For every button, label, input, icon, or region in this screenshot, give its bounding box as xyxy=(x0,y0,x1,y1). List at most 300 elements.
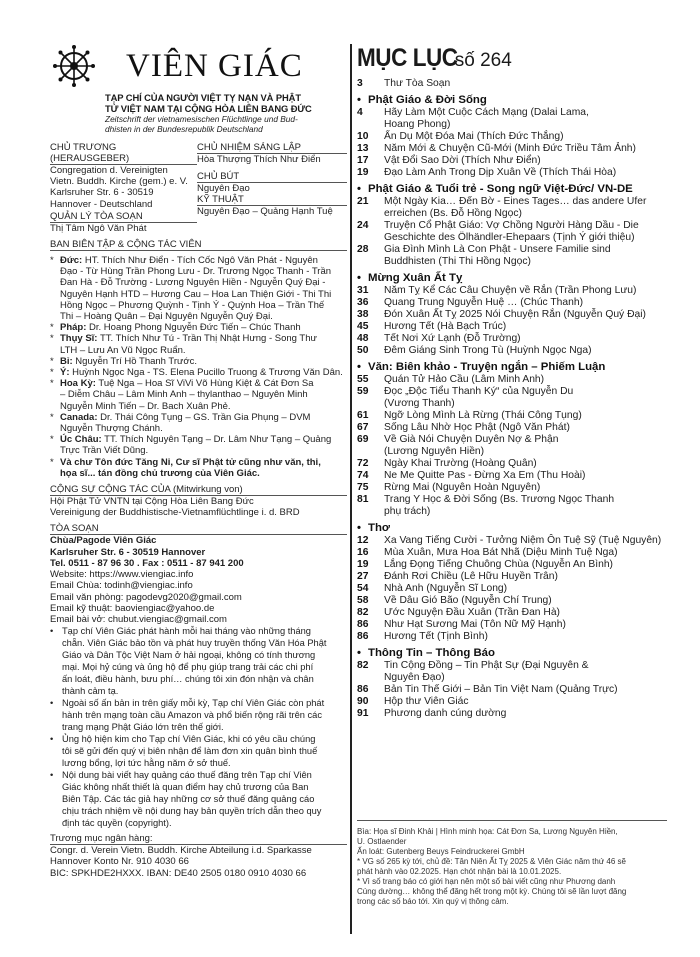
toc-item[interactable] xyxy=(357,684,667,696)
article-title: Hoang Phong) xyxy=(384,119,451,130)
article-title: Năm Mới & Chuyện Cũ-Mới (Minh Đức Triều Tâm Ảnh) xyxy=(384,143,636,154)
email-link[interactable]: Email kỹ thuật: baoviengiac@yahoo.de xyxy=(50,602,215,614)
publisher-heading: CHỦ TRƯƠNG (HERAUSGEBER) xyxy=(50,142,197,165)
page-number: 86 xyxy=(357,619,369,630)
section-title: Mừng Xuân Ất Tỵ xyxy=(368,272,463,284)
bullet-marker xyxy=(50,782,62,793)
email-link[interactable]: Email văn phòng: pagodevg2020@gmail.com xyxy=(50,591,242,603)
bullet-marker xyxy=(50,389,60,400)
note-text: Tạp chí Viên Giác phát hành mỗi hai tháng vào những tháng xyxy=(62,626,311,637)
board-country: Hoa Kỳ: xyxy=(60,378,96,390)
article-title: Nhà Anh (Nguyễn Sĩ Long) xyxy=(384,583,508,594)
bullet-marker: * xyxy=(50,367,54,379)
board-row xyxy=(50,255,347,266)
toc-item[interactable] xyxy=(357,619,667,631)
board-names: họa sĩ... tán đồng chủ trương của Viên Giác. xyxy=(60,467,260,479)
toc-item[interactable] xyxy=(357,143,667,155)
section-heading xyxy=(357,647,667,660)
bullet-marker: * xyxy=(50,255,54,267)
bullet-marker xyxy=(50,758,62,769)
article-title: Hương Tết (Tịnh Bình) xyxy=(384,631,488,642)
board-names: Dr. Thái Công Tụng – GS. Trần Gia Phụng – DVM xyxy=(97,411,311,423)
page-number: 13 xyxy=(357,143,369,154)
toc-item[interactable] xyxy=(357,506,667,518)
board-text xyxy=(60,468,260,479)
office-name: Chùa/Pagode Viên Giác xyxy=(50,535,157,547)
bullet-marker xyxy=(50,266,60,277)
article-title: Thư Tòa Soạn xyxy=(384,78,451,89)
article-title: Nguyên Đạo) xyxy=(384,672,445,683)
staff-block xyxy=(50,139,347,234)
bullet-marker xyxy=(50,300,60,311)
editorial-board-heading: BAN BIÊN TẬP & CỘNG TÁC VIÊN xyxy=(50,239,347,251)
board-row xyxy=(50,378,347,389)
technical-name: Nguyên Đạo – Quảng Hạnh Tuệ xyxy=(197,206,333,218)
tagline-german: Zeitschrift der vietnamesischen Flüchtlinge und Bud- xyxy=(105,114,298,124)
publisher-line: Vietn. Buddh. Kirche (gem.) e. V. xyxy=(50,176,188,188)
toc-item[interactable] xyxy=(357,631,667,643)
page-number: 58 xyxy=(357,595,369,606)
toc-item[interactable] xyxy=(357,607,667,619)
bank-line: BIC: SPKHDE2HXXX. IBAN: DE40 2505 0180 0910 4030 66 xyxy=(50,867,307,879)
toc-item[interactable] xyxy=(357,672,667,684)
toc-item[interactable] xyxy=(357,386,667,398)
bullet-marker: • xyxy=(50,734,54,745)
manager-name: Thị Tâm Ngô Văn Phát xyxy=(50,222,147,234)
section-title: Phật Giáo & Đời Sống xyxy=(368,94,487,106)
bullet-marker xyxy=(50,686,62,697)
board-row xyxy=(50,356,347,367)
toc-item[interactable] xyxy=(357,470,667,482)
board-names: TT. Thích Nguyên Tạng – Dr. Lâm Như Tạng – Quảng xyxy=(101,434,332,446)
article-title: Vật Đổi Sao Dời (Thích Như Điển) xyxy=(384,155,541,166)
note-line xyxy=(50,758,347,769)
bullet-marker: • xyxy=(357,522,361,534)
note-line xyxy=(50,722,347,733)
note-line xyxy=(50,818,347,829)
board-row xyxy=(50,322,347,333)
board-text xyxy=(60,389,308,400)
tagline-line: TỬ VIỆT NAM TẠI CỘNG HÒA LIÊN BANG ĐỨC xyxy=(105,103,312,114)
editorial-board xyxy=(50,255,347,479)
board-names: Đạo - Từ Hùng Trần Phong Lưu - Dr. Trương Ngọc Thanh - Trần xyxy=(60,266,332,278)
article-title: Quán Tử Hảo Cầu (Lâm Minh Anh) xyxy=(384,374,545,385)
toc-item[interactable] xyxy=(357,208,667,220)
toc-item[interactable] xyxy=(357,398,667,410)
article-title: Rừng Mai (Nguyên Hoàn Nguyên) xyxy=(384,482,541,493)
page-number xyxy=(357,119,384,131)
article-title: Đón Xuân Ất Tỵ 2025 Nói Chuyện Rắn (Nguyễn Quý Đại) xyxy=(384,309,646,320)
page-number: 21 xyxy=(357,196,369,207)
toc-item[interactable] xyxy=(357,422,667,434)
bullet-marker: • xyxy=(357,183,361,195)
note-text: mại. Mọi hỷ cúng và ủng hộ để phụ giúp trang trải các chi phí xyxy=(62,662,314,673)
footer-line: * Vì số trang báo có giới hạn nên một số bài viết cũng như Phương danh xyxy=(357,877,616,886)
toc-item[interactable] xyxy=(357,131,667,143)
board-row xyxy=(50,412,347,423)
bank-heading: Trương mục ngân hàng: xyxy=(50,833,347,845)
note-text: chẵn. Viên Giác bảo tồn và phát huy truyền thống Văn Hóa Phật xyxy=(62,638,327,649)
article-title: Mùa Xuân, Mưa Hoa Bát Nhã (Diệu Minh Tuệ Nga) xyxy=(384,547,618,558)
toc-item[interactable] xyxy=(357,78,667,90)
article-title: Truyện Cổ Phật Giáo: Vợ Chồng Người Hàng Dầu - Die xyxy=(384,220,639,231)
board-row xyxy=(50,300,347,311)
toc-item[interactable] xyxy=(357,446,667,458)
page-number xyxy=(357,446,384,458)
article-title: Hương Tết (Hà Bạch Trúc) xyxy=(384,321,507,332)
editor-heading: CHỦ BÚT xyxy=(197,171,347,183)
article-title: Ne Me Quitte Pas - Đừng Xa Em (Thu Hoài) xyxy=(384,470,586,481)
toc-item[interactable] xyxy=(357,660,667,672)
board-row xyxy=(50,434,347,445)
toc-item[interactable] xyxy=(357,232,667,244)
note-text: Nội dung bài viết hay quảng cáo thuế đăng trên Tạp chí Viên xyxy=(62,770,312,781)
bullet-marker xyxy=(50,401,60,412)
bullet-marker xyxy=(50,722,62,733)
board-row xyxy=(50,389,347,400)
toc-item[interactable] xyxy=(357,374,667,386)
toc-item[interactable] xyxy=(357,155,667,167)
toc-item[interactable] xyxy=(357,482,667,494)
article-title: Ẩn Dụ Một Đóa Mai (Thích Đức Thắng) xyxy=(384,131,564,142)
email-link[interactable]: Email bài vở: chubut.viengiac@gmail.com xyxy=(50,613,227,625)
page-number: 59 xyxy=(357,386,369,397)
toc-item[interactable] xyxy=(357,297,667,309)
bullet-marker xyxy=(50,674,62,685)
bullet-marker: • xyxy=(50,770,54,781)
note-line xyxy=(50,770,347,781)
bank-line: Hannover Konto Nr. 910 4030 66 xyxy=(50,856,189,868)
page-number: 69 xyxy=(357,434,369,445)
toc-item[interactable] xyxy=(357,547,667,559)
article-title: (Vương Thanh) xyxy=(384,398,455,409)
board-text xyxy=(60,322,301,333)
board-text xyxy=(60,434,331,445)
note-line xyxy=(50,638,347,649)
founder-name: Hòa Thượng Thích Như Điển xyxy=(197,154,321,165)
board-country: Pháp: xyxy=(60,322,87,334)
note-text: trang mạng Phật Giáo lớn trên thế giới. xyxy=(62,722,224,733)
toc-item[interactable] xyxy=(357,571,667,583)
note-text: Biên Tập. Các tác giả hay những cơ sở thuế đăng quảng cáo xyxy=(62,794,315,805)
board-country: Úc Châu: xyxy=(60,434,102,446)
tagline xyxy=(105,92,347,134)
page-number: 12 xyxy=(357,535,369,546)
board-text xyxy=(60,445,148,456)
office-phone: Tel. 0511 - 87 96 30 . Fax : 0511 - 87 941 200 xyxy=(50,557,244,569)
page-number: 48 xyxy=(357,333,369,344)
article-title: phụ trách) xyxy=(384,506,431,517)
board-text xyxy=(60,457,321,468)
toc-item[interactable] xyxy=(357,583,667,595)
bullet-marker: • xyxy=(357,94,361,106)
page-number: 4 xyxy=(357,107,363,118)
board-text xyxy=(60,356,197,367)
board-text xyxy=(60,401,231,412)
bullet-marker xyxy=(50,638,62,649)
article-title: Về Già Nói Chuyện Duyên Nợ & Phận xyxy=(384,434,559,445)
bullet-marker xyxy=(50,746,62,757)
bank-line: Congr. d. Verein Vietn. Buddh. Kirche Abteilung i.d. Sparkasse xyxy=(50,845,312,857)
page-number: 17 xyxy=(357,155,369,166)
toc-item[interactable] xyxy=(357,696,667,708)
footer-line: Ấn loát: Gutenberg Beuys Feindruckerei GmbH xyxy=(357,847,525,856)
board-text xyxy=(60,289,331,300)
section-title: Thông Tin – Thông Báo xyxy=(368,647,495,659)
note-text: ấn loát, điều hành, bưu phí… chúng tôi xin đón nhận và chân xyxy=(62,674,314,685)
board-country: Bỉ: xyxy=(60,355,73,367)
toc-title: MỤC LỤC xyxy=(357,44,458,72)
board-country: Ý: xyxy=(60,367,70,379)
note-line xyxy=(50,734,347,745)
board-row xyxy=(50,345,347,356)
board-text xyxy=(60,255,318,266)
note-line xyxy=(50,698,347,709)
toc-item[interactable] xyxy=(357,256,667,268)
section-title: Văn: Biên khảo - Truyện ngắn – Phiếm Luận xyxy=(368,361,606,373)
article-title: Phương danh cúng dường xyxy=(384,708,507,719)
note-text: Ngoài số ấn bản in trên giấy mỗi kỳ, Tạp chí Viên Giác còn phát xyxy=(62,698,325,709)
board-names: Dr. Hoang Phong Nguyễn Đức Tiến – Chúc Thanh xyxy=(86,322,301,334)
toc-item[interactable] xyxy=(357,458,667,470)
page-number: 82 xyxy=(357,660,369,671)
masthead-column xyxy=(50,44,347,914)
publisher-line: Congregation d. Vereinigten xyxy=(50,165,168,176)
section-heading xyxy=(357,361,667,374)
page-number: 19 xyxy=(357,167,369,178)
note-line xyxy=(50,650,347,661)
note-line xyxy=(50,710,347,721)
toc-item[interactable] xyxy=(357,309,667,321)
article-title: Buddhisten (Thi Thi Hồng Ngọc) xyxy=(384,256,531,267)
board-names: Huỳnh Ngọc Nga - TS. Elena Pucillo Truong & Trương Văn Dân. xyxy=(69,367,343,379)
note-line xyxy=(50,674,347,685)
board-text xyxy=(60,423,163,434)
bullet-marker xyxy=(50,423,60,434)
page-number: 81 xyxy=(357,494,369,505)
board-country: Đức: xyxy=(60,255,83,267)
bullet-marker: • xyxy=(357,647,361,659)
board-names: Đan Hà - Đỗ Trường - Lương Nguyên Hiền - Nguyễn Quý Đại - xyxy=(60,277,326,289)
page-number: 10 xyxy=(357,131,369,142)
footer-line: phát hành vào 02.2025. Hạn chót nhận bài là 10.01.2025. xyxy=(357,867,562,876)
section-title: Phật Giáo & Tuổi trẻ - Song ngữ Việt-Đức/ VN-DE xyxy=(368,183,633,195)
bullet-marker: * xyxy=(50,411,54,423)
toc-item[interactable] xyxy=(357,333,667,345)
board-names: TT. Thích Như Tú - Trần Thị Nhật Hưng - Song Thư xyxy=(97,333,317,345)
toc-item[interactable] xyxy=(357,410,667,422)
editor-name: Nguyên Đạo xyxy=(197,183,250,195)
article-title: Geschichte des Ölhändler-Ehepaars (Tịnh Ý giới thiệu) xyxy=(384,232,635,243)
note-line xyxy=(50,686,347,697)
footer-line: trong các số báo tới. Xin quý vị thông cảm. xyxy=(357,897,509,906)
note-text: lương bổng, lợi tức hằng năm ở sở thuế. xyxy=(62,758,231,769)
article-title: Ước Nguyện Đầu Xuân (Trần Đan Hà) xyxy=(384,607,560,618)
toc-item[interactable] xyxy=(357,708,667,720)
page-number: 50 xyxy=(357,345,369,356)
masthead-header xyxy=(50,44,347,88)
page-number: 19 xyxy=(357,559,369,570)
page-number xyxy=(357,398,384,410)
office-address: Karlsruher Str. 6 - 30519 Hannover xyxy=(50,546,206,558)
note-line xyxy=(50,662,347,673)
note-line xyxy=(50,806,347,817)
board-names: Và chư Tôn đức Tăng Ni, Cư sĩ Phật tử cũng như văn, thi, xyxy=(60,456,321,468)
page-number xyxy=(357,256,384,268)
toc-item[interactable] xyxy=(357,220,667,232)
board-names: Nguyên Hạnh HTD – Hương Cau – Hoa Lan Thiện Giới - Thi Thi xyxy=(60,288,332,300)
page-number: 90 xyxy=(357,696,369,707)
page-number: 3 xyxy=(357,78,363,89)
bullet-marker xyxy=(50,710,62,721)
page-number: 75 xyxy=(357,482,369,493)
board-row xyxy=(50,333,347,344)
bullet-marker: * xyxy=(50,355,54,367)
toc-item[interactable] xyxy=(357,107,667,119)
article-title: Lắng Đọng Tiếng Chuông Chùa (Nguyễn An Bình) xyxy=(384,559,613,570)
page-number: 61 xyxy=(357,410,369,421)
article-title: Như Hạt Sương Mai (Tôn Nữ Mỹ Hạnh) xyxy=(384,619,566,630)
toc-header xyxy=(357,44,667,78)
toc-item[interactable] xyxy=(357,196,667,208)
article-title: Quang Trung Nguyễn Huệ … (Chúc Thanh) xyxy=(384,297,583,308)
article-title: Bản Tin Thế Giới – Bản Tin Việt Nam (Quảng Trực) xyxy=(384,684,618,695)
page-number: 86 xyxy=(357,631,369,642)
tagline-line: TẠP CHÍ CỦA NGƯỜI VIỆT TỴ NẠN VÀ PHẬT xyxy=(105,92,301,103)
toc-item[interactable] xyxy=(357,595,667,607)
bullet-marker: • xyxy=(357,272,361,284)
toc-item[interactable] xyxy=(357,559,667,571)
board-text xyxy=(60,345,186,356)
board-text xyxy=(60,311,273,322)
issue-number: số 264 xyxy=(454,50,512,71)
board-names: Thi – Hoàng Quân – Đại Nguyên Nguyễn Quý Đại. xyxy=(60,311,273,323)
page-number: 55 xyxy=(357,374,369,385)
tagline-german: dhisten in der Bundesrepublik Deutschland xyxy=(105,124,263,134)
bullet-marker: * xyxy=(50,378,54,390)
toc-item[interactable] xyxy=(357,434,667,446)
page-number xyxy=(357,506,384,518)
board-text xyxy=(60,412,310,423)
manager-heading: QUẢN LÝ TÒA SOẠN xyxy=(50,211,197,223)
page-number: 16 xyxy=(357,547,369,558)
board-text xyxy=(60,266,331,277)
board-country: Thụy Sĩ: xyxy=(60,333,98,345)
toc-item[interactable] xyxy=(357,119,667,131)
article-title: Về Dâu Gió Bão (Nguyễn Chí Trung) xyxy=(384,595,552,606)
note-line xyxy=(50,746,347,757)
toc-item[interactable] xyxy=(357,321,667,333)
page-number: 38 xyxy=(357,309,369,320)
footer-line: U. Ostlaender xyxy=(357,837,407,846)
email-link[interactable]: Email Chùa: todinh@viengiac.info xyxy=(50,580,193,592)
board-names: Trực Trần Viết Dũng. xyxy=(60,445,149,457)
article-title: erreichen (Bs. Đỗ Hồng Ngọc) xyxy=(384,208,522,219)
toc-item[interactable] xyxy=(357,167,667,179)
note-text: Ủng hộ hiện kim cho Tạp chí Viên Giác, khi có yêu cầu chúng xyxy=(62,734,316,745)
bullet-marker xyxy=(50,311,60,322)
board-row xyxy=(50,289,347,300)
notes-list xyxy=(50,626,347,829)
bullet-marker: * xyxy=(50,456,54,468)
bullet-marker: * xyxy=(50,322,54,334)
board-names: Hồng Ngọc – Phương Quỳnh - Tịnh Ý - Quỳnh Hoa – Trần Thế xyxy=(60,299,325,311)
bullet-marker xyxy=(50,806,62,817)
board-names: HT. Thích Như Điển - Tích Cốc Ngô Văn Phát - Nguyên xyxy=(82,255,318,267)
note-text: Giáo và Dân Tộc Việt Nam ở hải ngoại, không có tính thương xyxy=(62,650,316,661)
note-line xyxy=(50,794,347,805)
bullet-marker xyxy=(50,818,62,829)
bullet-marker xyxy=(50,662,62,673)
toc-item[interactable] xyxy=(357,494,667,506)
page-number: 45 xyxy=(357,321,369,332)
board-row xyxy=(50,401,347,412)
website-link[interactable]: Website: https://www.viengiac.info xyxy=(50,569,194,581)
bullet-marker xyxy=(50,445,60,456)
board-names: – Diễm Châu – Lâm Minh Anh – thylanthao – Nguyên Minh xyxy=(60,389,308,401)
board-country: Canada: xyxy=(60,411,98,423)
footer-line: * VG số 265 kỳ tới, chủ đề: Tân Niên Ất Tỵ 2025 & Viên Giác năm thứ 46 sẽ xyxy=(357,857,626,866)
article-title: Đêm Giáng Sinh Trong Tù (Huỳnh Ngọc Nga) xyxy=(384,345,592,356)
footer-line: Cúng dường… không thể đăng hết trong một kỳ. Chúng tôi sẽ lần lượt đăng xyxy=(357,887,627,896)
board-names: LTH – Lưu An Vũ Ngọc Ruẩn. xyxy=(60,344,186,356)
page-number xyxy=(357,672,384,684)
office-heading: TÒA SOẠN xyxy=(50,523,347,535)
collaborator-line: Hội Phật Tử VNTN tại Cộng Hòa Liên Bang Đức xyxy=(50,496,254,508)
note-line xyxy=(50,626,347,637)
page-number: 72 xyxy=(357,458,369,469)
publisher-line: Hannover - Deutschland xyxy=(50,198,153,210)
page-number: 82 xyxy=(357,607,369,618)
magazine-title: VIÊN GIÁC xyxy=(126,48,303,84)
board-names: Nguyễn Trí Hồ Thanh Trước. xyxy=(72,355,198,367)
page-number: 27 xyxy=(357,571,369,582)
dharma-wheel-icon xyxy=(52,44,96,88)
bullet-marker xyxy=(50,277,60,288)
note-text: Giác không nhất thiết là quan điểm hay chủ trương của Ban xyxy=(62,782,309,793)
section-heading xyxy=(357,272,667,285)
table-of-contents xyxy=(357,44,667,914)
article-title: Gia Đình Mình Là Con Phật - Unsere Familie sind xyxy=(384,244,611,255)
bullet-marker: * xyxy=(50,333,54,345)
board-row xyxy=(50,367,347,378)
toc-item[interactable] xyxy=(357,535,667,547)
toc-item[interactable] xyxy=(357,244,667,256)
toc-item[interactable] xyxy=(357,285,667,297)
board-row xyxy=(50,457,347,468)
technical-heading: KỸ THUẬT xyxy=(197,194,347,206)
bullet-marker xyxy=(50,468,60,479)
toc-item[interactable] xyxy=(357,345,667,357)
bullet-marker xyxy=(50,345,60,356)
note-line xyxy=(50,782,347,793)
board-row xyxy=(50,266,347,277)
section-heading xyxy=(357,522,667,535)
bullet-marker: • xyxy=(357,361,361,373)
section-heading xyxy=(357,94,667,107)
page-number: 31 xyxy=(357,285,369,296)
article-title: Hãy Làm Một Cuộc Cách Mạng (Dalai Lama, xyxy=(384,107,589,118)
collaborator-line: Vereinigung der Buddhistische-Vietnamflüchtlinge i. d. BRD xyxy=(50,507,300,519)
bullet-marker: • xyxy=(50,626,54,637)
page-number: 67 xyxy=(357,422,369,433)
board-names: Nguyễn Thượng Chánh. xyxy=(60,423,163,435)
board-text xyxy=(60,300,324,311)
section-heading xyxy=(357,183,667,196)
founder-heading: CHỦ NHIỆM SÁNG LẬP xyxy=(197,142,347,154)
collaborators-heading: CỘNG SỰ CỘNG TÁC CỦA (Mitwirkung von) xyxy=(50,484,347,496)
article-title: Năm Tỵ Kể Các Câu Chuyện về Rắn (Trần Phong Lưu) xyxy=(384,285,637,296)
